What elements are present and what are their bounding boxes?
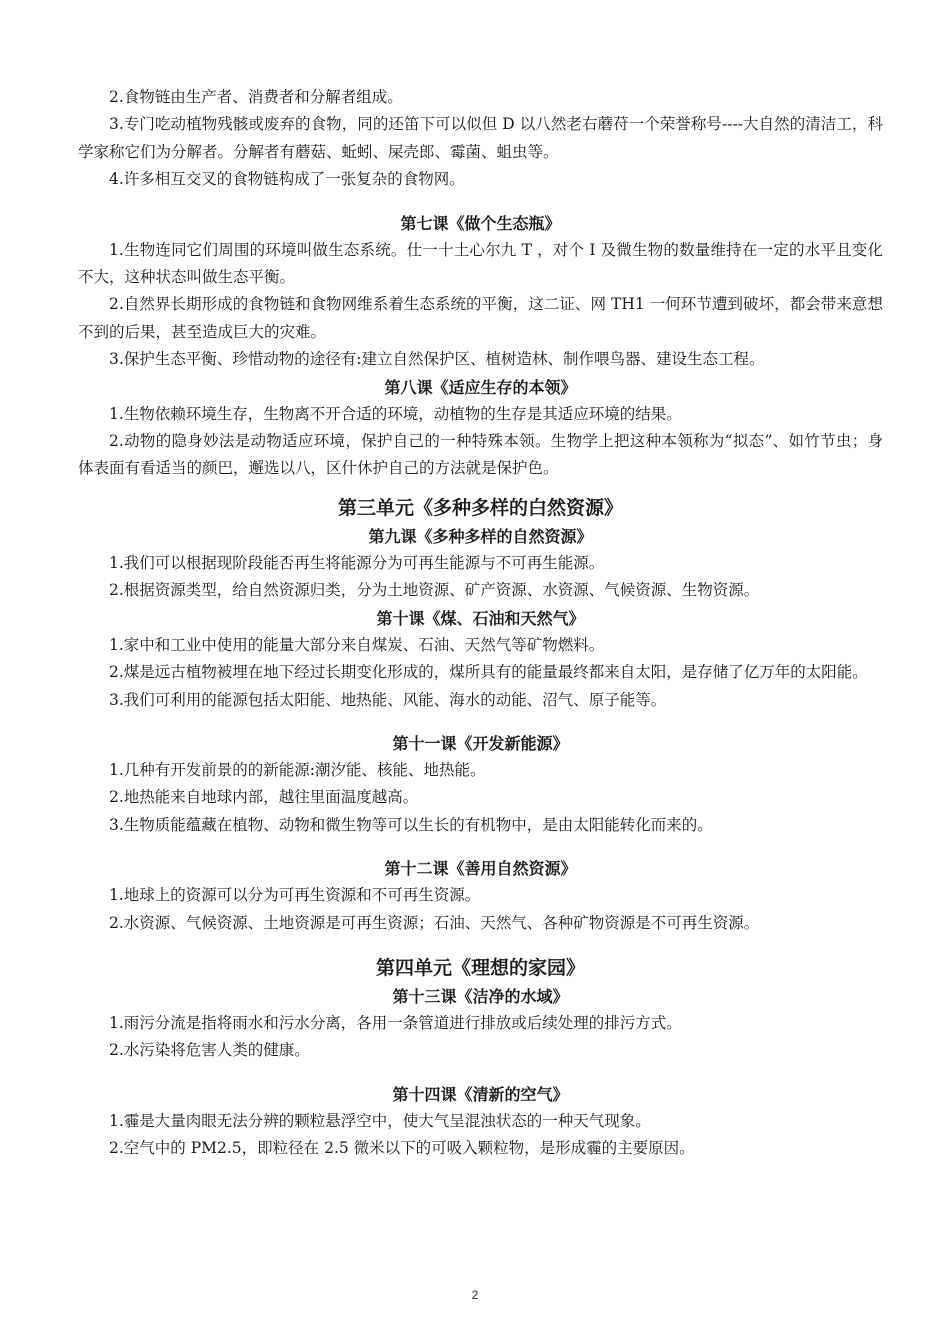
paragraph: 2.空气中的 PM2.5，即粒径在 2.5 微米以下的可吸入颗粒物，是形成霾的主要原因。 (109, 1139, 695, 1158)
paragraph: 3.保护生态平衡、珍惜动物的途径有:建立自然保护区、植树造林、制作喂鸟器、建设生态工程。 (109, 350, 765, 369)
lesson-title: 第十三课《洁净的水域》 (392, 986, 569, 1006)
document-body (78, 84, 883, 1163)
paragraph: 3.专门吃动植物残骸或废弃的食物，同的还笛下可以似但 D 以八然老右蘑苻一个荣誉称号----大自然的清洁工，科学家称它们为分解者。分解者有蘑菇、蚯蚓、屎壳郎、霉菌、蛆虫等。 (78, 115, 883, 161)
paragraph: 2.水污染将危害人类的健康。 (109, 1041, 310, 1060)
paragraph: 3.生物质能蕴藏在植物、动物和微生物等可以生长的有机物中，是由太阳能转化而来的。 (109, 815, 713, 834)
paragraph: 2.煤是远古植物被埋在地下经过长期变化形成的，煤所具有的能量最终都来自太阳，是存储了亿万年的太阳能。 (109, 663, 868, 682)
lesson-title: 第十四课《清新的空气》 (392, 1084, 569, 1104)
lesson-title: 第十二课《善用自然资源》 (384, 859, 577, 879)
paragraph: 2.食物链由生产者、消费者和分解者组成。 (109, 88, 403, 106)
unit-title: 第三单元《多种多样的白然资源》 (337, 496, 623, 519)
paragraph: 1.地球上的资源可以分为可再生资源和不可再生资源。 (109, 886, 481, 905)
paragraph: 2.自然界长期形成的食物链和食物网维系着生态系统的平衡，这二证、网 TH1 一何环节遭到破坏，都会带来意想不到的后果，甚至造成巨大的灾难。 (78, 295, 883, 341)
lesson-title: 第八课《适应生存的本领》 (384, 377, 577, 397)
paragraph: 1.生物连同它们周围的环境叫做生态系统。仕一十土心尔九 T ，对个 I 及微生物的数量维持在一定的水平且变化不大，这种状态叫做生态平衡。 (78, 240, 883, 287)
lesson-title: 第十一课《开发新能源》 (392, 733, 569, 753)
paragraph: 1.我们可以根据现阶段能否再生将能源分为可再生能源与不可再生能源。 (109, 553, 605, 572)
paragraph: 2.根据资源类型，给自然资源归类，分为土地资源、矿产资源、水资源、气候资源、生物资源。 (109, 581, 760, 600)
lesson-title: 第十课《煤、石油和天然气》 (376, 608, 585, 628)
paragraph: 1.霾是大量肉眼无法分辨的颗粒悬浮空中，使大气呈混浊状态的一种天气现象。 (109, 1111, 651, 1130)
paragraph: 1.家中和工业中使用的能量大部分来自煤炭、石油、天然气等矿物燃料。 (109, 635, 605, 654)
paragraph: 2.动物的隐身妙法是动物适应环境，保护自己的一种特殊本领。生物学上把这种本领称为“拟态”、如竹节虫；身体表面有看适当的颜巴，邂选以八，区什休护自己的方法就是保护色。 (78, 432, 883, 478)
lesson-title: 第七课《做个生态瓶》 (400, 213, 561, 233)
page-number: 2 (471, 1288, 479, 1302)
paragraph: 1.雨污分流是指将雨水和污水分离，各用一条管道进行排放或后续处理的排污方式。 (109, 1013, 682, 1032)
unit-title: 第四单元《理想的家园》 (375, 956, 585, 979)
lesson-title: 第九课《多种多样的自然资源》 (368, 526, 593, 546)
paragraph: 1.生物依赖环境生存，生物离不开合适的环境，动植物的生存是其适应环境的结果。 (109, 404, 682, 423)
paragraph: 1.几种有开发前景的的新能源:潮汐能、核能、地热能。 (109, 760, 486, 779)
paragraph: 3.我们可利用的能源包括太阳能、地热能、风能、海水的动能、沼气、原子能等。 (109, 690, 667, 709)
paragraph: 2.水资源、气候资源、土地资源是可再生资源；石油、天然气、各种矿物资源是不可再生资源。 (109, 913, 760, 932)
paragraph: 4.许多相互交叉的食物链构成了一张复杂的食物网。 (109, 170, 465, 189)
paragraph: 2.地热能来自地球内部，越往里面温度越高。 (109, 788, 419, 807)
